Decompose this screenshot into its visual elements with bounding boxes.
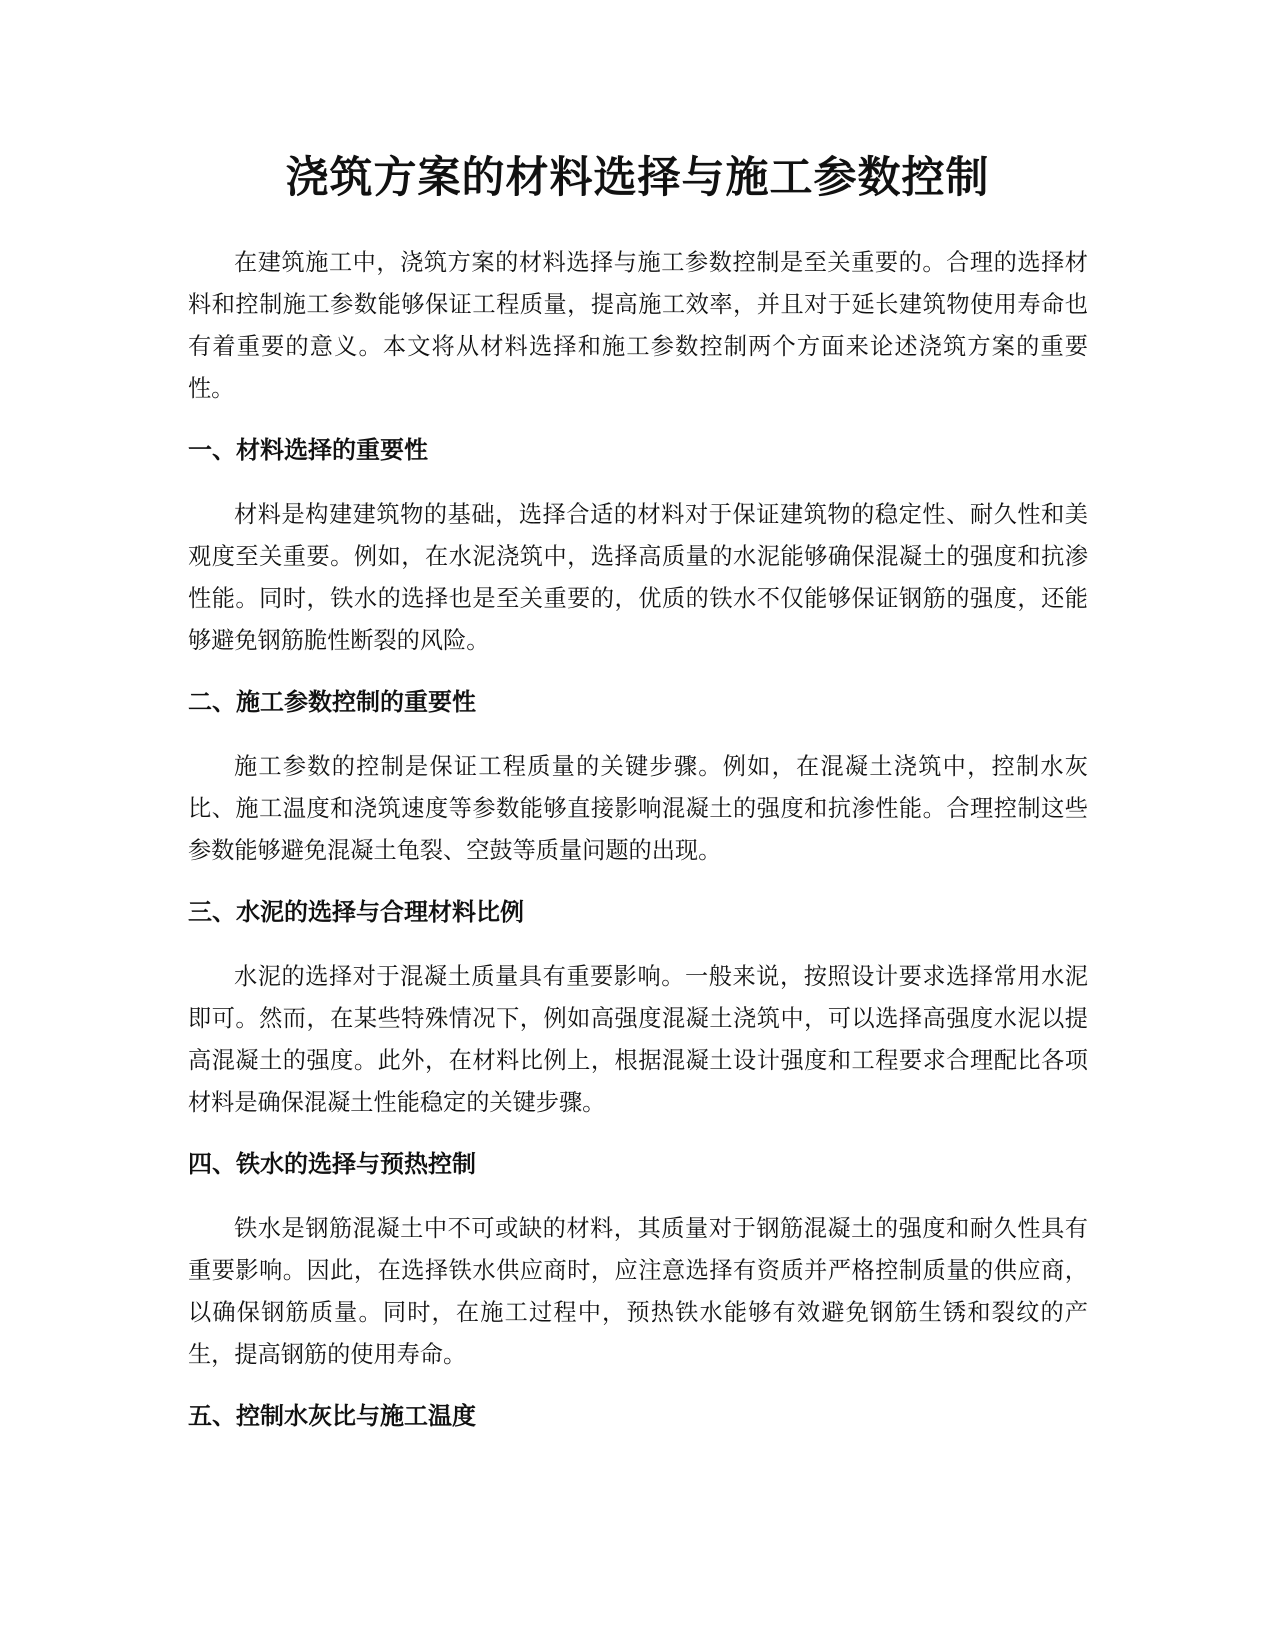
section-2-paragraph: 施工参数的控制是保证工程质量的关键步骤。例如，在混凝土浇筑中，控制水灰比、施工温度和浇筑速度等参数能够直接影响混凝土的强度和抗渗性能。合理控制这些参数能够避免混凝土龟裂、空鼓等质量问题的出现。 xyxy=(188,753,1088,864)
intro-paragraph: 在建筑施工中，浇筑方案的材料选择与施工参数控制是至关重要的。合理的选择材料和控制施工参数能够保证工程质量，提高施工效率，并且对于延长建筑物使用寿命也有着重要的意义。本文将从材料选择和施工参数控制两个方面来论述浇筑方案的重要性。 xyxy=(188,249,1088,402)
section-3-heading: 三、水泥的选择与合理材料比例 xyxy=(188,898,524,926)
document-body xyxy=(188,242,1088,1436)
section-4-heading: 四、铁水的选择与预热控制 xyxy=(188,1150,476,1178)
section-3-paragraph: 水泥的选择对于混凝土质量具有重要影响。一般来说，按照设计要求选择常用水泥即可。然而，在某些特殊情况下，例如高强度混凝土浇筑中，可以选择高强度水泥以提高混凝土的强度。此外，在材料比例上，根据混凝土设计强度和工程要求合理配比各项材料是确保混凝土性能稳定的关键步骤。 xyxy=(188,963,1088,1116)
document-title: 浇筑方案的材料选择与施工参数控制 xyxy=(285,153,990,203)
section-4-paragraph: 铁水是钢筋混凝土中不可或缺的材料，其质量对于钢筋混凝土的强度和耐久性具有重要影响。因此，在选择铁水供应商时，应注意选择有资质并严格控制质量的供应商，以确保钢筋质量。同时，在施工过程中，预热铁水能够有效避免钢筋生锈和裂纹的产生，提高钢筋的使用寿命。 xyxy=(188,1215,1088,1368)
section-2-heading: 二、施工参数控制的重要性 xyxy=(188,688,476,716)
section-1-heading: 一、材料选择的重要性 xyxy=(188,436,428,464)
section-5-heading: 五、控制水灰比与施工温度 xyxy=(188,1402,476,1430)
section-1-paragraph: 材料是构建建筑物的基础，选择合适的材料对于保证建筑物的稳定性、耐久性和美观度至关重要。例如，在水泥浇筑中，选择高质量的水泥能够确保混凝土的强度和抗渗性能。同时，铁水的选择也是至关重要的，优质的铁水不仅能够保证钢筋的强度，还能够避免钢筋脆性断裂的风险。 xyxy=(188,501,1088,654)
